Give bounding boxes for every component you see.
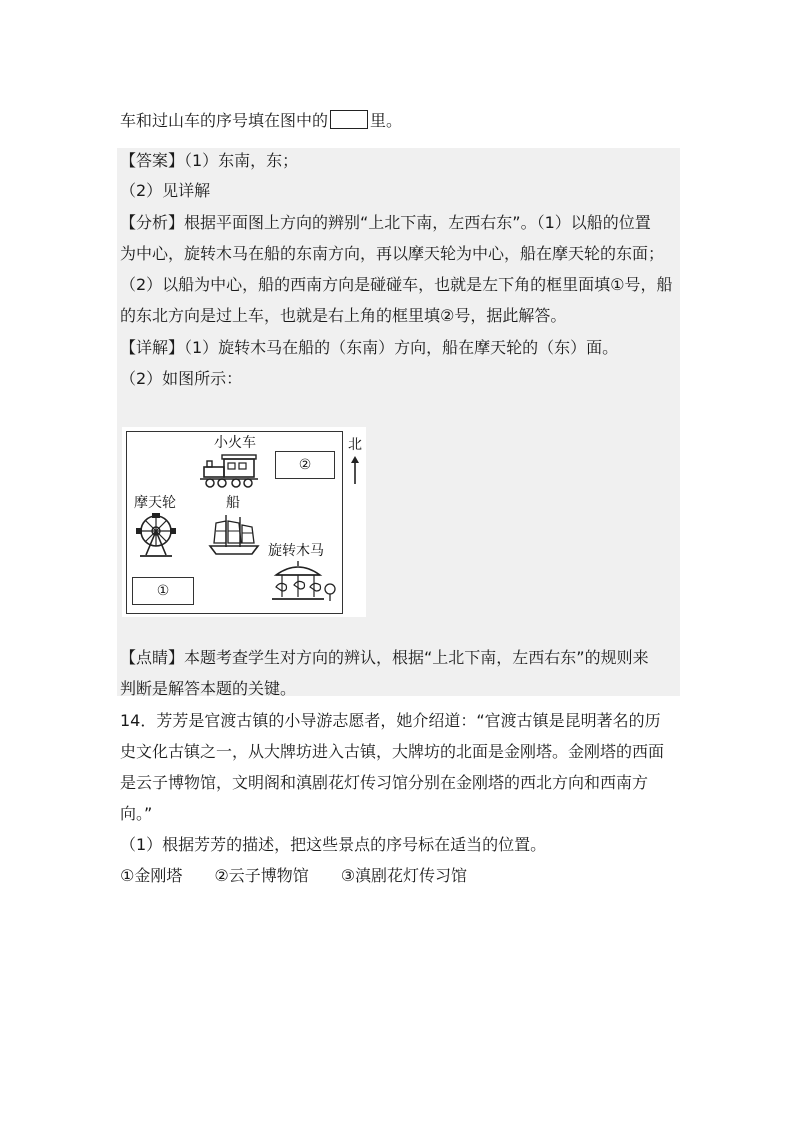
- question-line-1-end: 里。: [370, 111, 403, 130]
- question-14-line-4: 向。”: [120, 804, 153, 823]
- north-arrow-icon: [350, 455, 360, 485]
- boat-label: 船: [226, 495, 240, 511]
- analysis-line-2: 为中心，旋转木马在船的东南方向，再以摩天轮为中心，船在摩天轮的东面；: [120, 244, 665, 263]
- answer-box-2: ②: [275, 451, 335, 479]
- north-label: 北: [348, 437, 362, 453]
- question-14-options: ①金刚塔 ②云子博物馆 ③滇剧花灯传习馆: [120, 866, 468, 885]
- question-14-line-3: 是云子博物馆，文明阁和滇剧花灯传习馆分别在金刚塔的西北方向和西南方: [120, 773, 649, 792]
- analysis-line-1: 【分析】根据平面图上方向的辨别“上北下南，左西右东”。（1）以船的位置: [120, 213, 651, 232]
- train-label: 小火车: [214, 435, 256, 451]
- sailboat-icon: [208, 513, 260, 557]
- answer-line: 【答案】（1）东南，东；: [120, 151, 299, 170]
- analysis-line-4: 的东北方向是过上车，也就是右上角的框里填②号，据此解答。: [120, 306, 567, 325]
- map-figure: [122, 427, 366, 617]
- comment-line-2: 判断是解答本题的关键。: [120, 679, 297, 698]
- answer-part2-line: （2）见详解: [120, 181, 211, 200]
- train-icon: [198, 453, 262, 489]
- detail-line-1: 【详解】（1）旋转木马在船的（东南）方向，船在摩天轮的（东）面。: [120, 338, 619, 357]
- answer-blank-box: [330, 110, 368, 129]
- question-14-part1: （1）根据芳芳的描述，把这些景点的序号标在适当的位置。: [120, 835, 547, 854]
- question-14-line-1: 14．芳芳是官渡古镇的小导游志愿者，她介绍道：“官渡古镇是昆明著名的历: [120, 711, 661, 730]
- ferris-wheel-label: 摩天轮: [134, 495, 176, 511]
- answer-box-1: ①: [132, 577, 194, 605]
- analysis-line-3: （2）以船为中心，船的西南方向是碰碰车，也就是左下角的框里面填①号，船: [120, 275, 673, 294]
- comment-line-1: 【点睛】本题考查学生对方向的辨认，根据“上北下南，左西右东”的规则来: [120, 648, 649, 667]
- carousel-label: 旋转木马: [268, 543, 324, 559]
- question-line-1-text: 车和过山车的序号填在图中的: [120, 111, 329, 130]
- detail-line-2: （2）如图所示：: [120, 369, 243, 388]
- question-line-1: [120, 110, 402, 131]
- carousel-icon: [268, 561, 338, 605]
- ferris-wheel-icon: [136, 513, 176, 559]
- question-14-line-2: 史文化古镇之一，从大牌坊进入古镇，大牌坊的北面是金刚塔。金刚塔的西面: [120, 742, 665, 761]
